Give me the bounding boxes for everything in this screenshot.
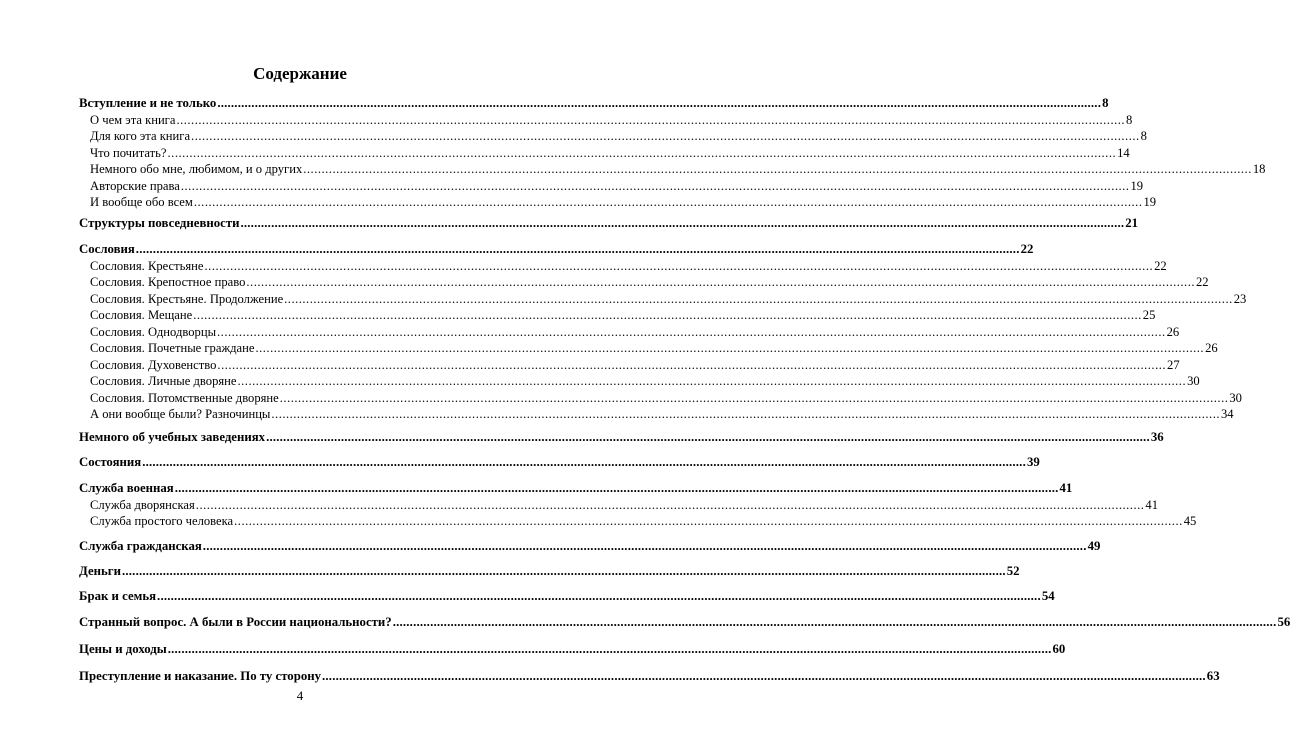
dot-leader: .................................................................................................................................................................................................................................................................... bbox=[174, 481, 1059, 495]
toc-subsection-entry[interactable] bbox=[79, 513, 1197, 530]
toc-section-entry[interactable] bbox=[79, 95, 1109, 112]
toc-subsection-entry[interactable] bbox=[79, 357, 1180, 374]
toc-entry-title: И вообще обо всем bbox=[90, 195, 193, 209]
dot-leader: .................................................................................................................................................................................................................................................................... bbox=[217, 324, 1166, 339]
toc-entry-page: 34 bbox=[1220, 407, 1234, 421]
toc-subsection-entry[interactable] bbox=[79, 178, 1144, 195]
dot-leader: .................................................................................................................................................................................................................................................................... bbox=[322, 669, 1206, 683]
toc-entry-page: 22 bbox=[1154, 258, 1167, 273]
toc-entry-title: Сословия. Духовенство bbox=[90, 357, 217, 372]
toc-subsection-entry[interactable] bbox=[79, 145, 1130, 162]
toc-entry-title: Служба дворянская bbox=[90, 497, 195, 512]
toc-subsection-entry[interactable] bbox=[79, 497, 1158, 514]
toc-subsection-entry[interactable] bbox=[79, 112, 1133, 129]
toc-entry-page: 30 bbox=[1187, 374, 1200, 388]
dot-leader: .................................................................................................................................................................................................................................................................... bbox=[180, 178, 1130, 193]
toc-entry-title: Немного обо мне, любимом, и о других bbox=[90, 162, 303, 176]
toc-entry-page: 54 bbox=[1041, 589, 1055, 603]
toc-section-entry[interactable] bbox=[79, 480, 1073, 497]
toc-section-entry[interactable] bbox=[79, 563, 1020, 580]
toc-entry-page: 30 bbox=[1229, 390, 1242, 405]
dot-leader: .................................................................................................................................................................................................................................................................... bbox=[266, 430, 1150, 444]
toc-entry-title: Сословия. Мещане bbox=[90, 308, 193, 322]
toc-entry-title: Сословия. Однодворцы bbox=[90, 324, 217, 339]
toc-entry-title: Сословия. Личные дворяне bbox=[90, 374, 237, 388]
toc-section-entry[interactable] bbox=[79, 215, 1139, 232]
dot-leader: .................................................................................................................................................................................................................................................................... bbox=[202, 539, 1087, 553]
dot-leader: .................................................................................................................................................................................................................................................................... bbox=[240, 216, 1125, 230]
dot-leader: .................................................................................................................................................................................................................................................................... bbox=[193, 308, 1142, 322]
dot-leader: .................................................................................................................................................................................................................................................................... bbox=[167, 642, 1052, 656]
toc-section-entry[interactable] bbox=[79, 588, 1055, 605]
toc-entry-title: О чем эта книга bbox=[90, 112, 176, 127]
dot-leader: .................................................................................................................................................................................................................................................................... bbox=[195, 497, 1145, 512]
toc-entry-page: 25 bbox=[1142, 308, 1156, 322]
dot-leader: .................................................................................................................................................................................................................................................................... bbox=[246, 275, 1195, 289]
toc-entry-page: 52 bbox=[1006, 564, 1020, 578]
dot-leader: .................................................................................................................................................................................................................................................................... bbox=[204, 258, 1154, 273]
toc-subsection-entry[interactable] bbox=[79, 258, 1167, 275]
toc-entry-title: Странный вопрос. А были в России национальности? bbox=[79, 615, 392, 629]
dot-leader: .................................................................................................................................................................................................................................................................... bbox=[121, 564, 1006, 578]
toc-entry-page: 41 bbox=[1145, 497, 1158, 512]
toc-entry-page: 36 bbox=[1150, 430, 1164, 444]
toc-entry-page: 19 bbox=[1130, 178, 1144, 193]
dot-leader: .................................................................................................................................................................................................................................................................... bbox=[176, 112, 1126, 127]
toc-subsection-entry[interactable] bbox=[79, 373, 1200, 390]
dot-leader: .................................................................................................................................................................................................................................................................... bbox=[255, 341, 1205, 355]
toc-subsection-entry[interactable] bbox=[79, 324, 1180, 341]
toc-title: Содержание bbox=[253, 64, 347, 83]
toc-entry-page: 45 bbox=[1183, 514, 1197, 528]
toc-entry-title: Служба простого человека bbox=[90, 514, 234, 528]
toc-entry-page: 26 bbox=[1166, 324, 1180, 339]
dot-leader: .................................................................................................................................................................................................................................................................... bbox=[167, 145, 1117, 160]
dot-leader: .................................................................................................................................................................................................................................................................... bbox=[303, 162, 1252, 176]
toc-entry-title: Сословия. Крестьяне bbox=[90, 258, 204, 273]
toc-subsection-entry[interactable] bbox=[79, 128, 1147, 145]
toc-entry-page: 8 bbox=[1140, 129, 1147, 143]
dot-leader: .................................................................................................................................................................................................................................................................... bbox=[193, 195, 1143, 209]
toc-entry-page: 56 bbox=[1277, 615, 1290, 629]
toc-entry-title: Служба гражданская bbox=[79, 539, 202, 553]
toc-subsection-entry[interactable] bbox=[79, 406, 1234, 423]
toc-subsection-entry[interactable] bbox=[79, 340, 1218, 357]
toc-section-entry[interactable] bbox=[79, 641, 1066, 658]
toc-subsection-entry[interactable] bbox=[79, 194, 1157, 211]
toc-entry-title: Немного об учебных заведениях bbox=[79, 430, 266, 444]
toc-entry-title: Сословия. Крестьяне. Продолжение bbox=[90, 291, 284, 306]
dot-leader: .................................................................................................................................................................................................................................................................... bbox=[217, 96, 1102, 110]
toc-entry-title: Преступление и наказание. По ту сторону bbox=[79, 669, 321, 683]
toc-entry-page: 21 bbox=[1125, 216, 1139, 230]
toc-section-entry[interactable] bbox=[79, 454, 1040, 471]
toc-entry-title: Структуры повседневности bbox=[79, 216, 240, 230]
toc-section-entry[interactable] bbox=[79, 668, 1220, 685]
toc-entry-page: 22 bbox=[1020, 242, 1034, 256]
dot-leader: .................................................................................................................................................................................................................................................................... bbox=[279, 390, 1229, 405]
toc-entry-page: 22 bbox=[1196, 275, 1209, 289]
toc-entry-title: Брак и семья bbox=[79, 589, 157, 603]
toc-entry-title: Что почитать? bbox=[90, 145, 167, 160]
toc-entry-title: Авторские права bbox=[90, 178, 180, 193]
toc-entry-title: Служба военная bbox=[79, 481, 174, 495]
toc-section-entry[interactable] bbox=[79, 429, 1164, 446]
toc-entry-page: 60 bbox=[1052, 642, 1066, 656]
toc-entry-page: 8 bbox=[1126, 112, 1133, 127]
dot-leader: .................................................................................................................................................................................................................................................................... bbox=[392, 615, 1277, 629]
toc-entry-page: 39 bbox=[1026, 455, 1040, 469]
toc-entry-title: Состояния bbox=[79, 455, 142, 469]
toc-subsection-entry[interactable] bbox=[79, 291, 1247, 308]
toc-subsection-entry[interactable] bbox=[79, 161, 1266, 178]
toc-entry-page: 27 bbox=[1167, 357, 1180, 372]
toc-entry-title: Сословия bbox=[79, 242, 135, 256]
toc-entry-page: 14 bbox=[1117, 145, 1130, 160]
dot-leader: .................................................................................................................................................................................................................................................................... bbox=[284, 291, 1233, 306]
toc-entry-title: Сословия. Крепостное право bbox=[90, 275, 246, 289]
dot-leader: .................................................................................................................................................................................................................................................................... bbox=[237, 374, 1187, 388]
dot-leader: .................................................................................................................................................................................................................................................................... bbox=[217, 357, 1167, 372]
dot-leader: .................................................................................................................................................................................................................................................................... bbox=[135, 242, 1020, 256]
page-number: 4 bbox=[296, 688, 304, 703]
toc-entry-title: Вступление и не только bbox=[79, 96, 217, 110]
toc-subsection-entry[interactable] bbox=[79, 307, 1156, 324]
toc-entry-page: 63 bbox=[1206, 669, 1220, 683]
toc-entry-title: А они вообще были? Разночинцы bbox=[90, 407, 271, 421]
toc-entry-title: Цены и доходы bbox=[79, 642, 167, 656]
toc-entry-title: Деньги bbox=[79, 564, 121, 578]
toc-section-entry[interactable] bbox=[79, 614, 1290, 631]
dot-leader: .................................................................................................................................................................................................................................................................... bbox=[157, 589, 1041, 603]
dot-leader: .................................................................................................................................................................................................................................................................... bbox=[234, 514, 1183, 528]
toc-subsection-entry[interactable] bbox=[79, 274, 1209, 291]
dot-leader: .................................................................................................................................................................................................................................................................... bbox=[271, 407, 1220, 421]
toc-entry-title: Для кого эта книга bbox=[90, 129, 191, 143]
toc-entry-page: 49 bbox=[1087, 539, 1101, 553]
dot-leader: .................................................................................................................................................................................................................................................................... bbox=[191, 129, 1140, 143]
toc-entry-page: 26 bbox=[1205, 341, 1218, 355]
toc-entry-page: 23 bbox=[1233, 291, 1247, 306]
toc-entry-page: 8 bbox=[1102, 96, 1109, 110]
toc-subsection-entry[interactable] bbox=[79, 390, 1242, 407]
toc-entry-page: 19 bbox=[1143, 195, 1157, 209]
dot-leader: .................................................................................................................................................................................................................................................................... bbox=[142, 455, 1026, 469]
toc-entry-title: Сословия. Потомственные дворяне bbox=[90, 390, 279, 405]
toc-entry-title: Сословия. Почетные граждане bbox=[90, 341, 255, 355]
toc-entry-page: 18 bbox=[1252, 162, 1266, 176]
toc-entry-page: 41 bbox=[1059, 481, 1073, 495]
toc-section-entry[interactable] bbox=[79, 538, 1101, 555]
toc-section-entry[interactable] bbox=[79, 241, 1034, 258]
